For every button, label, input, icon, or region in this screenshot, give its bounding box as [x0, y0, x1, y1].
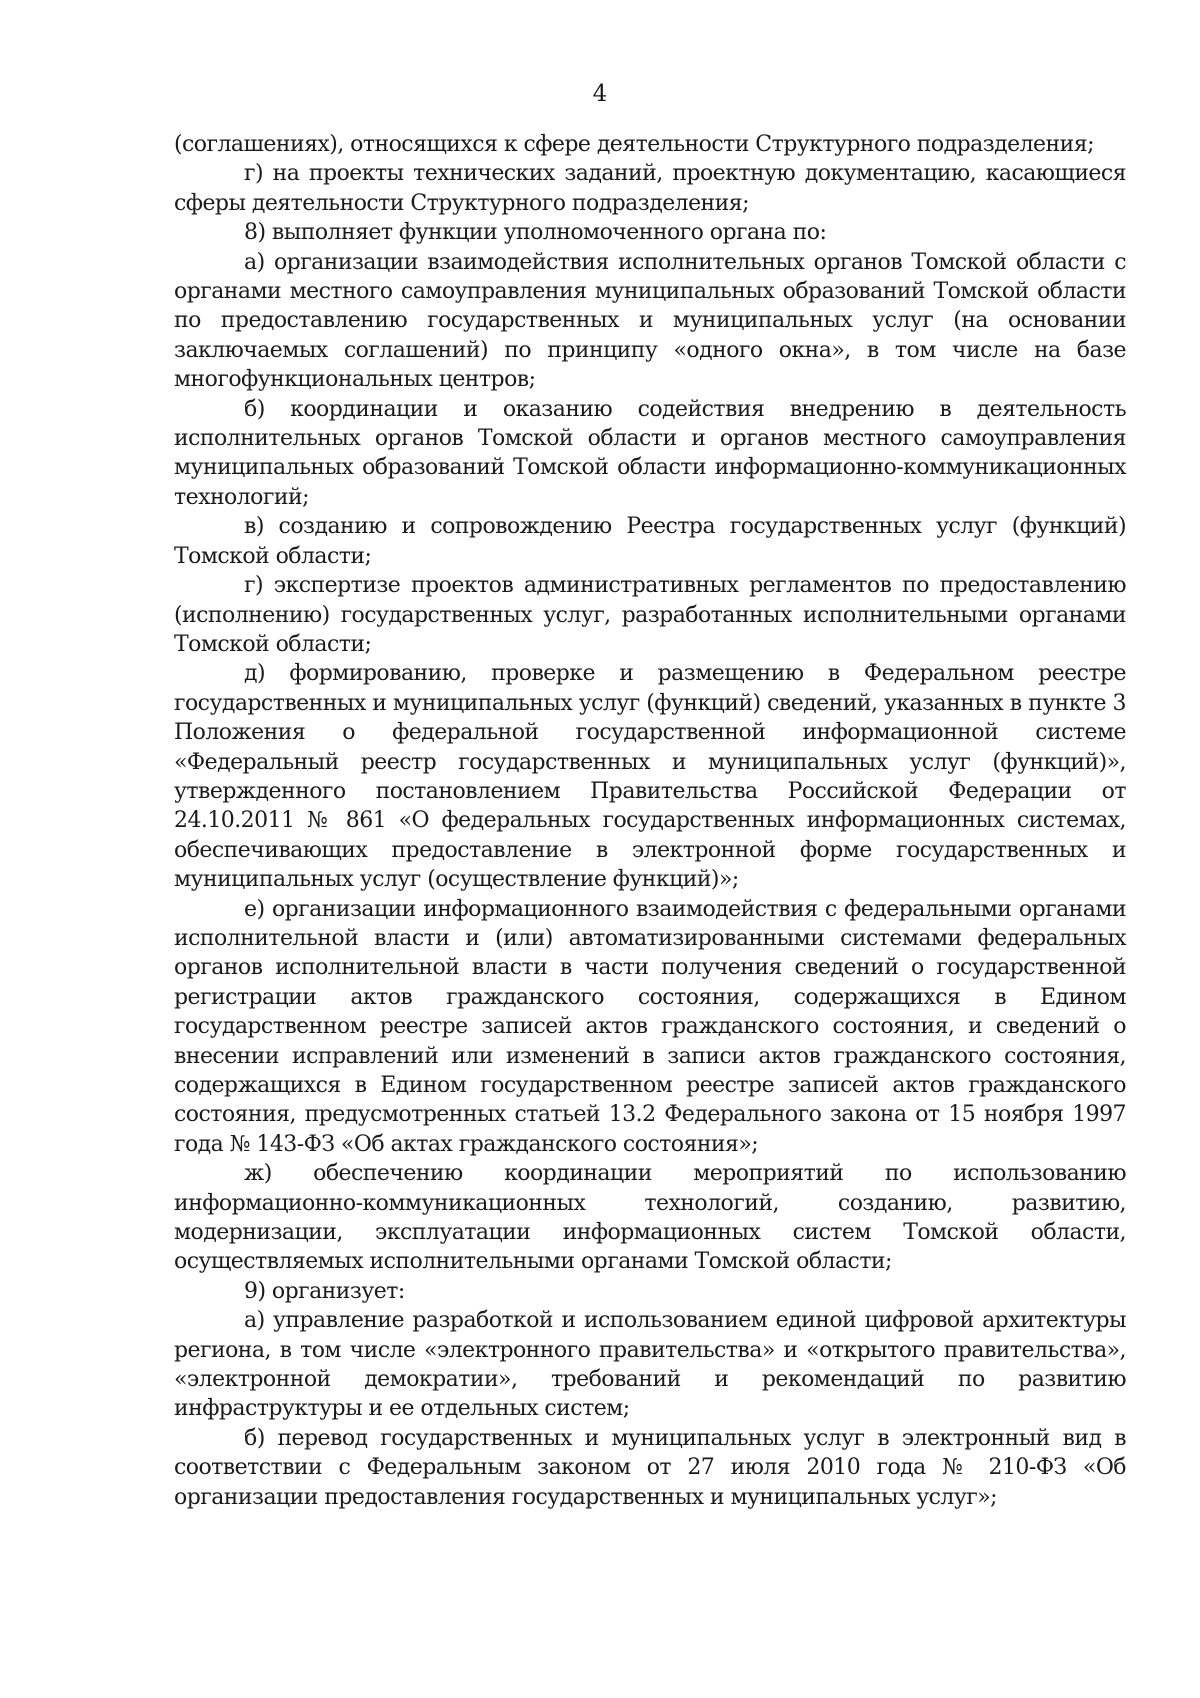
paragraph-continuation: (соглашениях), относящихся к сфере деятельности Структурного подразделения;: [174, 132, 1094, 157]
paragraph-8v: в) созданию и сопровождению Реестра государственных услуг (функций) Томской области;: [174, 514, 1126, 569]
paragraph-8zh: ж) обеспечению координации мероприятий по использованию информационно-коммуникационных технологий, созданию, развитию, модернизации, эксплуатации информационных систем Томской области, осуществляемых исполнительными органами Томской области;: [174, 1161, 1126, 1275]
paragraph-7g: г) на проекты технических заданий, проектную документацию, касающиеся сферы деятельности Структурного подразделения;: [174, 161, 1126, 216]
paragraph-8b: б) координации и оказанию содействия внедрению в деятельность исполнительных органов Томской области и органов местного самоуправления муниципальных образований Томской области информационно-коммуникационных технологий;: [174, 396, 1126, 510]
document-body: [174, 130, 1126, 1512]
page-number: 4: [592, 81, 608, 107]
paragraph-9b: б) перевод государственных и муниципальных услуг в электронный вид в соответствии с Федеральным законом от 27 июля 2010 года № 210-ФЗ «Об организации предоставления государственных и муниципальных услуг»;: [174, 1425, 1126, 1510]
paragraph-9a: а) управление разработкой и использованием единой цифровой архитектуры региона, в том числе «электронного правительства» и «открытого правительства», «электронной демократии», требований и рекомендаций по развитию инфраструктуры и ее отдельных систем;: [174, 1308, 1126, 1422]
paragraph-8d: д) формированию, проверке и размещению в Федеральном реестре государственных и муниципальных услуг (функций) сведений, указанных в пункте 3 Положения о федеральной государственной информационной системе «Федеральный реестр государственных и муниципальных услуг (функций)», утвержденного постановлением Правительства Российской Федерации от 24.10.2011 № 861 «О федеральных государственных информационных системах, обеспечивающих предоставление в электронной форме государственных и муниципальных услуг (осуществление функций)»;: [174, 661, 1126, 893]
paragraph-8a: а) организации взаимодействия исполнительных органов Томской области с органами местного самоуправления муниципальных образований Томской области по предоставлению государственных и муниципальных услуг (на основании заключаемых соглашений) по принципу «одного окна», в том числе на базе многофункциональных центров;: [174, 249, 1126, 393]
paragraph-9: 9) организует:: [244, 1278, 405, 1304]
paragraph-8e: е) организации информационного взаимодействия с федеральными органами исполнительной власти и (или) автоматизированными системами федеральных органов исполнительной власти в части получения сведений о государственной регистрации актов гражданского состояния, содержащихся в Едином государственном реестре записей актов гражданского состояния, и сведений о внесении исправлений или изменений в записи актов гражданского состояния, содержащихся в Едином государственном реестре записей актов гражданского состояния, предусмотренных статьей 13.2 Федерального закона от 15 ноября 1997 года № 143-ФЗ «Об актах гражданского состояния»;: [174, 896, 1126, 1157]
paragraph-8: 8) выполняет функции уполномоченного органа по:: [244, 220, 827, 246]
paragraph-8g: г) экспертизе проектов административных регламентов по предоставлению (исполнению) государственных услуг, разработанных исполнительными органами Томской области;: [174, 573, 1126, 657]
